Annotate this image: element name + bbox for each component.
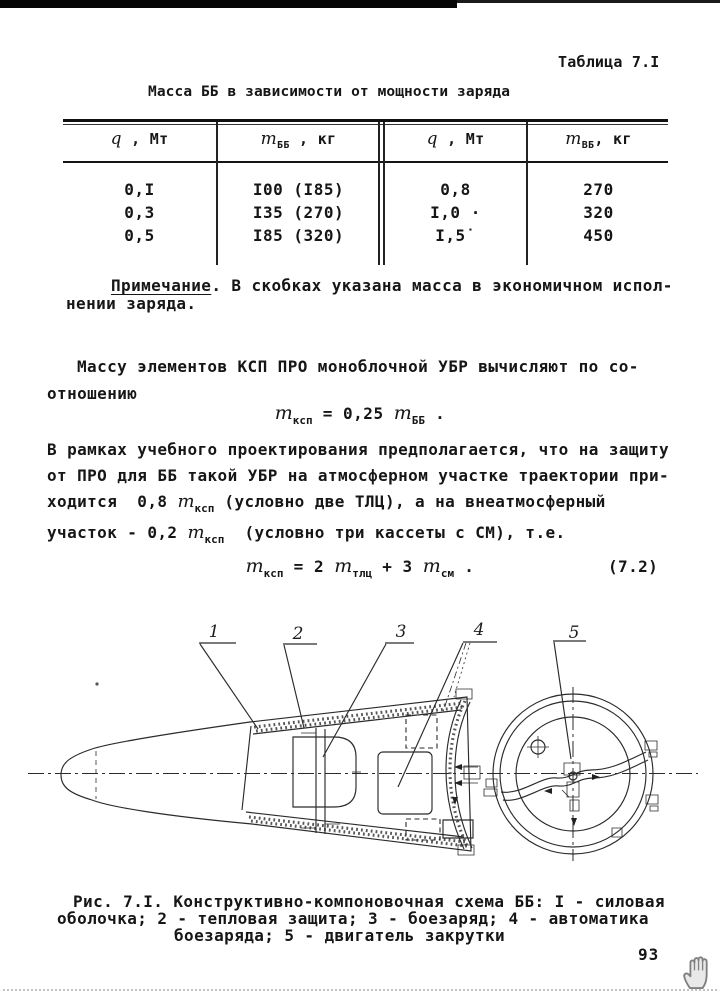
table-cell: 0,8 — [440, 180, 471, 199]
base-center-fitting — [464, 766, 480, 779]
scan-edge-bar-thin — [457, 0, 720, 3]
callout-3: 3 — [395, 622, 407, 642]
table-header-mbb1: $m_{ББ}$ , кг — [260, 129, 337, 151]
table-top-line-2 — [63, 124, 668, 125]
figure-caption-line-2: оболочка; 2 - тепловая защита; 3 - боезаряд; 4 - автоматика — [57, 909, 649, 928]
formula-mksp-2: $m_{ксп} = 2$ $m_{тлц} + 3$ $m_{см}$ . — [245, 555, 475, 580]
callout-5: 5 — [568, 623, 580, 643]
automation-box-dashed-top — [406, 715, 437, 748]
table-cell: I85 (320) — [252, 226, 345, 245]
mass-table — [63, 119, 668, 265]
callout-1: 1 — [208, 622, 220, 642]
paragraph-1-line-1: Массу элементов КСП ПРО моноблочной УБР вычисляют по со- — [77, 357, 639, 376]
bulkhead — [316, 728, 325, 834]
thermal-band-bottom-inner — [246, 812, 464, 837]
table-cell: 320 — [583, 203, 614, 222]
table-cell: 450 — [583, 226, 614, 245]
hub-arrow-right — [592, 774, 600, 780]
callout-4-leader — [398, 642, 497, 787]
callout-5-leader — [553, 641, 586, 759]
table-cell: 0,5 — [124, 226, 155, 245]
callout-2: 2 — [292, 624, 304, 644]
grab-hand-cursor-icon — [680, 950, 715, 992]
paragraph-2-line-1: В рамках учебного проектирования предполагается, что на защиту — [47, 440, 670, 459]
table-cell: I,5˙ — [435, 226, 476, 245]
warhead-schematic-figure — [0, 600, 720, 892]
port-hole-cross — [527, 736, 549, 758]
ring-tab-left-1 — [486, 779, 497, 787]
table-header-separator — [63, 161, 668, 163]
callout-4: 4 — [473, 620, 485, 640]
table-title: Масса ББ в зависимости от мощности заряда — [148, 84, 511, 100]
hub-link — [562, 790, 569, 797]
callout-1-leader — [199, 643, 258, 729]
table-note-line-2: нении заряда. — [66, 294, 197, 313]
table-top-line — [63, 119, 668, 122]
paragraph-2-line-4: участок - 0,2 $m_{ксп}$ (условно три кассеты с СМ), т.е. — [47, 522, 566, 546]
table-cell: I35 (270) — [252, 203, 345, 222]
table-cell: I00 (I85) — [252, 180, 345, 199]
thermal-band-bottom-dots — [249, 817, 466, 842]
scan-edge-bar-thick — [0, 0, 457, 8]
scan-speck — [95, 682, 98, 685]
formula-mksp: $m_{ксп} = 0,25$ $m_{ББ}$ . — [274, 402, 446, 427]
paragraph-2-line-2: от ПРО для ББ такой УБР на атмосферном участке траектории при- — [47, 466, 670, 485]
compartment-front-wall — [242, 726, 251, 810]
ring-tab-right-4 — [650, 806, 658, 811]
table-vline-1 — [216, 122, 218, 265]
figure-callouts — [199, 620, 586, 787]
table-label: Таблица 7.I — [558, 53, 660, 71]
figure-caption-line-3: боезаряда; 5 - двигатель закрутки — [174, 926, 506, 945]
table-header-q2: q , Мт — [426, 129, 485, 149]
page-number: 93 — [638, 945, 660, 964]
callout-3-leader — [323, 643, 414, 757]
callout-4-leader-dash-1 — [443, 643, 466, 712]
bulkhead-ticks — [301, 733, 340, 828]
table-header-q1: q , Мт — [110, 129, 169, 149]
hub-arrow-left — [544, 788, 552, 794]
hub-arrow-down — [571, 818, 577, 826]
table-vline-2a — [378, 122, 380, 265]
table-cell: I,0 · — [430, 203, 481, 222]
paragraph-1-line-2: отношению — [47, 384, 138, 403]
scan-bottom-dotted-line — [3, 989, 717, 991]
figure-caption-line-1: Рис. 7.I. Конструктивно-компоновочная схема ББ: I - силовая — [73, 892, 665, 911]
table-note-line-1: Примечание. В скобках указана масса в экономичном испол- — [111, 276, 673, 295]
cone-side-view — [61, 689, 480, 855]
hub-block-3 — [570, 800, 579, 811]
table-cell: 0,3 — [124, 203, 155, 222]
equation-number: (7.2) — [608, 557, 659, 576]
table-vline-3 — [526, 122, 528, 265]
automation-box-main — [378, 752, 432, 814]
table-cell: 270 — [583, 180, 614, 199]
table-cell: 0,I — [124, 180, 155, 199]
paragraph-2-line-3: ходится 0,8 $m_{ксп}$ (условно две ТЛЦ), а на внеатмосферный — [47, 491, 606, 515]
table-header-mbb2: $m_{ВБ}$, кг — [565, 129, 632, 151]
